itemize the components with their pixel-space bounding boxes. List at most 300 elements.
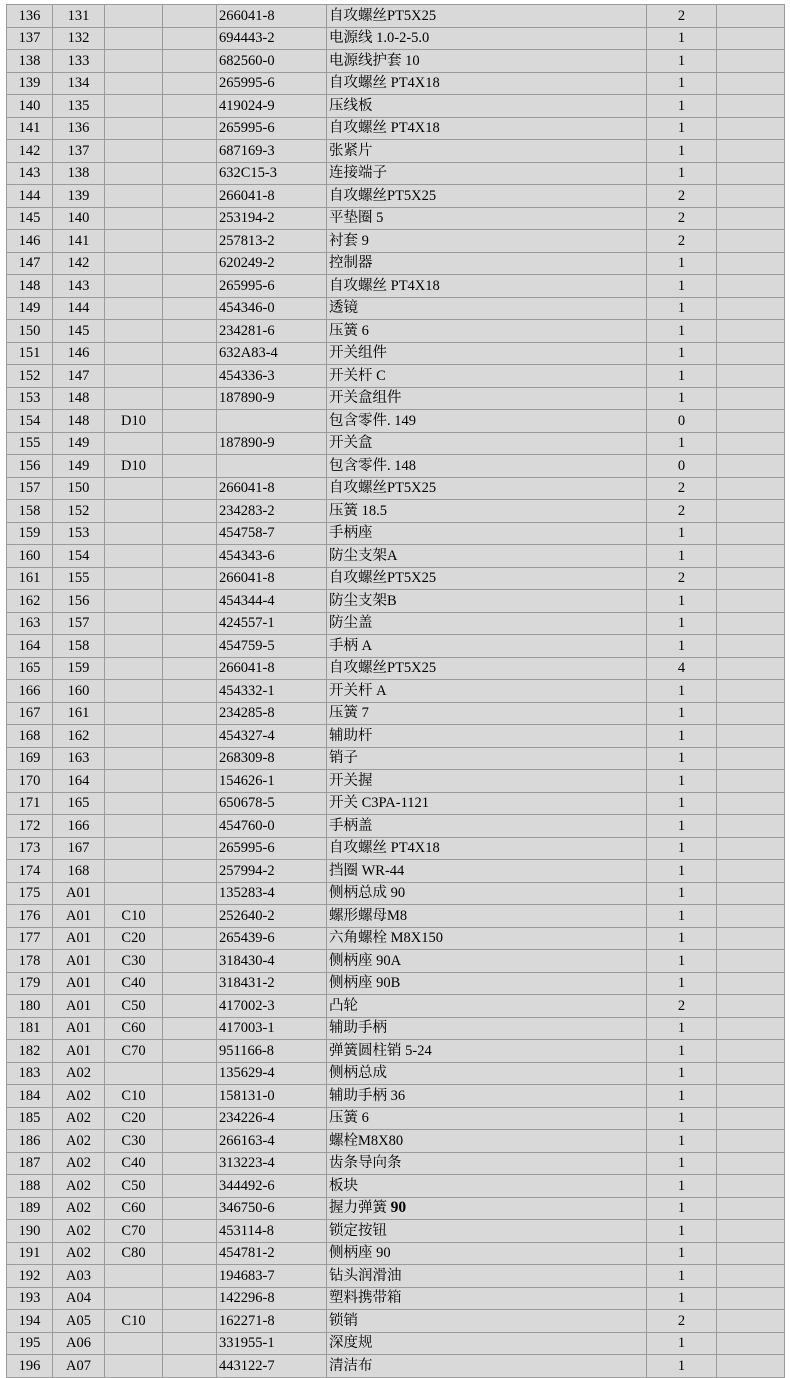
row-ref-cell: A01 [53,1017,105,1040]
row-partnumber-cell: 234281-6 [217,320,327,343]
row-partnumber-cell: 454336-3 [217,365,327,388]
row-tail-cell [717,950,785,973]
row-quantity-cell: 1 [647,365,717,388]
row-ref-cell: A01 [53,950,105,973]
row-spacer-cell [163,27,217,50]
table-row [7,1220,785,1243]
row-quantity-cell: 1 [647,747,717,770]
row-index-cell: 171 [7,792,53,815]
row-tail-cell [717,252,785,275]
row-code-cell [105,657,163,680]
row-spacer-cell [163,657,217,680]
row-ref-cell: A04 [53,1287,105,1310]
row-ref-cell: 149 [53,455,105,478]
table-row [7,410,785,433]
row-tail-cell [717,207,785,230]
row-ref-cell: A01 [53,882,105,905]
table-row [7,1265,785,1288]
row-partnumber-cell: 234283-2 [217,500,327,523]
row-spacer-cell [163,320,217,343]
row-quantity-cell: 1 [647,72,717,95]
row-spacer-cell [163,1287,217,1310]
row-partnumber-cell: 257994-2 [217,860,327,883]
row-ref-cell: 148 [53,387,105,410]
row-tail-cell [717,680,785,703]
table-row [7,1332,785,1355]
row-code-cell [105,365,163,388]
row-code-cell [105,320,163,343]
row-quantity-cell: 2 [647,185,717,208]
row-tail-cell [717,545,785,568]
row-partnumber-cell: 443122-7 [217,1355,327,1378]
row-description-cell: 平垫圈 5 [327,207,647,230]
row-tail-cell [717,1085,785,1108]
row-tail-cell [717,230,785,253]
row-code-cell: C50 [105,1175,163,1198]
row-partnumber-cell: 187890-9 [217,432,327,455]
row-description-cell: 手柄座 [327,522,647,545]
row-spacer-cell [163,455,217,478]
table-row [7,1355,785,1378]
table-row [7,1175,785,1198]
row-spacer-cell [163,1197,217,1220]
row-code-cell [105,1062,163,1085]
row-code-cell [105,567,163,590]
row-partnumber-cell: 620249-2 [217,252,327,275]
row-quantity-cell: 2 [647,1310,717,1333]
row-index-cell: 191 [7,1242,53,1265]
row-quantity-cell: 1 [647,725,717,748]
row-tail-cell [717,567,785,590]
row-description-cell: 开关组件 [327,342,647,365]
row-description-cell: 螺栓M8X80 [327,1130,647,1153]
row-tail-cell [717,657,785,680]
row-spacer-cell [163,342,217,365]
row-description-cell: 自攻螺丝 PT4X18 [327,117,647,140]
row-quantity-cell: 1 [647,1130,717,1153]
row-spacer-cell [163,567,217,590]
row-index-cell: 185 [7,1107,53,1130]
row-description-cell: 衬套 9 [327,230,647,253]
row-tail-cell [717,1332,785,1355]
row-index-cell: 188 [7,1175,53,1198]
row-index-cell: 154 [7,410,53,433]
row-ref-cell: 152 [53,500,105,523]
row-quantity-cell: 1 [647,860,717,883]
table-row [7,365,785,388]
row-description-cell: 压簧 7 [327,702,647,725]
table-row [7,252,785,275]
row-partnumber-cell: 266041-8 [217,5,327,28]
row-partnumber-cell: 162271-8 [217,1310,327,1333]
row-partnumber-cell: 154626-1 [217,770,327,793]
row-ref-cell: 153 [53,522,105,545]
row-quantity-cell: 1 [647,95,717,118]
row-spacer-cell [163,1085,217,1108]
table-row [7,612,785,635]
row-code-cell [105,882,163,905]
row-spacer-cell [163,860,217,883]
row-description-cell: 深度规 [327,1332,647,1355]
row-quantity-cell: 2 [647,477,717,500]
row-ref-cell: A01 [53,972,105,995]
table-row [7,882,785,905]
row-ref-cell: A02 [53,1175,105,1198]
row-ref-cell: A02 [53,1130,105,1153]
table-row [7,860,785,883]
row-spacer-cell [163,117,217,140]
row-partnumber-cell: 951166-8 [217,1040,327,1063]
row-index-cell: 163 [7,612,53,635]
row-description-cell: 侧柄座 90B [327,972,647,995]
row-spacer-cell [163,545,217,568]
row-partnumber-cell: 265995-6 [217,117,327,140]
table-row [7,5,785,28]
row-description-cell: 压线板 [327,95,647,118]
row-ref-cell: 140 [53,207,105,230]
row-partnumber-cell: 257813-2 [217,230,327,253]
row-tail-cell [717,1242,785,1265]
table-row [7,545,785,568]
row-tail-cell [717,972,785,995]
row-description-cell: 压簧 18.5 [327,500,647,523]
table-row [7,635,785,658]
row-spacer-cell [163,747,217,770]
row-index-cell: 183 [7,1062,53,1085]
row-code-cell [105,1355,163,1378]
row-spacer-cell [163,1152,217,1175]
table-row [7,140,785,163]
row-spacer-cell [163,927,217,950]
row-index-cell: 195 [7,1332,53,1355]
row-index-cell: 161 [7,567,53,590]
row-index-cell: 175 [7,882,53,905]
row-tail-cell [717,702,785,725]
row-ref-cell: A01 [53,995,105,1018]
row-quantity-cell: 2 [647,995,717,1018]
row-quantity-cell: 1 [647,1197,717,1220]
row-tail-cell [717,1130,785,1153]
row-description-cell: 手柄 A [327,635,647,658]
row-code-cell: C60 [105,1017,163,1040]
row-description-cell: 电源线护套 10 [327,50,647,73]
parts-table-body [7,5,785,1378]
row-spacer-cell [163,432,217,455]
row-tail-cell [717,410,785,433]
table-row [7,837,785,860]
table-row [7,320,785,343]
row-ref-cell: A01 [53,1040,105,1063]
row-quantity-cell: 1 [647,882,717,905]
row-index-cell: 173 [7,837,53,860]
row-index-cell: 186 [7,1130,53,1153]
row-tail-cell [717,612,785,635]
row-ref-cell: 158 [53,635,105,658]
row-index-cell: 181 [7,1017,53,1040]
row-code-cell [105,1332,163,1355]
table-row [7,1085,785,1108]
row-tail-cell [717,455,785,478]
row-spacer-cell [163,72,217,95]
row-partnumber-cell: 158131-0 [217,1085,327,1108]
row-tail-cell [717,27,785,50]
row-code-cell [105,815,163,838]
row-quantity-cell: 1 [647,117,717,140]
row-index-cell: 158 [7,500,53,523]
row-partnumber-cell: 268309-8 [217,747,327,770]
row-tail-cell [717,1017,785,1040]
row-spacer-cell [163,905,217,928]
table-row [7,1310,785,1333]
row-spacer-cell [163,815,217,838]
row-partnumber-cell: 187890-9 [217,387,327,410]
table-row [7,950,785,973]
row-spacer-cell [163,522,217,545]
row-ref-cell: 146 [53,342,105,365]
row-index-cell: 174 [7,860,53,883]
row-ref-cell: 154 [53,545,105,568]
row-spacer-cell [163,477,217,500]
row-partnumber-cell: 454759-5 [217,635,327,658]
row-ref-cell: 139 [53,185,105,208]
row-ref-cell: A03 [53,1265,105,1288]
table-row [7,432,785,455]
row-code-cell [105,162,163,185]
row-partnumber-cell: 135283-4 [217,882,327,905]
row-code-cell [105,50,163,73]
table-row [7,770,785,793]
row-spacer-cell [163,410,217,433]
table-row [7,927,785,950]
row-partnumber-cell: 266041-8 [217,657,327,680]
row-quantity-cell: 2 [647,500,717,523]
row-index-cell: 187 [7,1152,53,1175]
table-row [7,590,785,613]
row-description-cell: 开关盒 [327,432,647,455]
row-quantity-cell: 2 [647,207,717,230]
row-partnumber-cell: 424557-1 [217,612,327,635]
row-index-cell: 166 [7,680,53,703]
table-row [7,680,785,703]
row-partnumber-cell: 265439-6 [217,927,327,950]
row-quantity-cell: 1 [647,297,717,320]
row-spacer-cell [163,140,217,163]
row-quantity-cell: 1 [647,140,717,163]
row-spacer-cell [163,837,217,860]
row-spacer-cell [163,5,217,28]
row-partnumber-cell: 266041-8 [217,185,327,208]
row-code-cell [105,1287,163,1310]
row-tail-cell [717,297,785,320]
row-partnumber-cell: 632C15-3 [217,162,327,185]
row-ref-cell: 149 [53,432,105,455]
table-row [7,185,785,208]
row-code-cell [105,612,163,635]
row-index-cell: 164 [7,635,53,658]
row-spacer-cell [163,95,217,118]
row-code-cell: D10 [105,455,163,478]
row-code-cell [105,545,163,568]
row-quantity-cell: 1 [647,1085,717,1108]
row-description-cell: 侧柄总成 90 [327,882,647,905]
row-ref-cell: A02 [53,1107,105,1130]
row-code-cell [105,432,163,455]
row-quantity-cell: 1 [647,1040,717,1063]
row-quantity-cell: 1 [647,680,717,703]
row-description-cell: 辅助手柄 [327,1017,647,1040]
row-description-cell: 齿条导向条 [327,1152,647,1175]
row-spacer-cell [163,635,217,658]
row-tail-cell [717,1355,785,1378]
table-row [7,1130,785,1153]
row-tail-cell [717,72,785,95]
row-spacer-cell [163,770,217,793]
row-index-cell: 180 [7,995,53,1018]
row-index-cell: 145 [7,207,53,230]
table-row [7,1152,785,1175]
row-description-cell: 电源线 1.0-2-5.0 [327,27,647,50]
row-quantity-cell: 1 [647,522,717,545]
table-row [7,477,785,500]
row-tail-cell [717,185,785,208]
row-description-cell: 自攻螺丝PT5X25 [327,185,647,208]
row-code-cell: C70 [105,1040,163,1063]
row-spacer-cell [163,500,217,523]
table-row [7,1040,785,1063]
row-tail-cell [717,1197,785,1220]
row-tail-cell [717,387,785,410]
table-row [7,1197,785,1220]
row-quantity-cell: 1 [647,1017,717,1040]
row-partnumber-cell: 419024-9 [217,95,327,118]
row-partnumber-cell: 650678-5 [217,792,327,815]
table-row [7,297,785,320]
row-tail-cell [717,815,785,838]
row-ref-cell: 150 [53,477,105,500]
row-tail-cell [717,500,785,523]
row-description-cell: 板块 [327,1175,647,1198]
row-tail-cell [717,635,785,658]
row-description-cell: 弹簧圆柱销 5-24 [327,1040,647,1063]
row-ref-cell: A02 [53,1197,105,1220]
row-description-cell: 包含零件. 148 [327,455,647,478]
row-quantity-cell: 1 [647,275,717,298]
row-partnumber-cell: 266041-8 [217,567,327,590]
row-ref-cell: A05 [53,1310,105,1333]
table-row [7,792,785,815]
row-tail-cell [717,1107,785,1130]
row-spacer-cell [163,275,217,298]
row-code-cell [105,680,163,703]
row-code-cell: C60 [105,1197,163,1220]
row-tail-cell [717,1220,785,1243]
row-quantity-cell: 1 [647,1062,717,1085]
row-ref-cell: 159 [53,657,105,680]
row-tail-cell [717,927,785,950]
row-code-cell [105,477,163,500]
row-description-cell: 自攻螺丝PT5X25 [327,567,647,590]
row-description-cell: 握力弹簧 90 [327,1197,647,1220]
row-code-cell: C20 [105,927,163,950]
row-index-cell: 162 [7,590,53,613]
row-spacer-cell [163,1355,217,1378]
row-quantity-cell: 1 [647,590,717,613]
table-row [7,657,785,680]
row-code-cell [105,252,163,275]
row-partnumber-cell: 687169-3 [217,140,327,163]
row-code-cell: C10 [105,905,163,928]
row-quantity-cell: 4 [647,657,717,680]
table-row [7,162,785,185]
row-quantity-cell: 1 [647,905,717,928]
table-row [7,747,785,770]
row-index-cell: 140 [7,95,53,118]
row-description-cell: 连接端子 [327,162,647,185]
table-row [7,995,785,1018]
table-row [7,500,785,523]
row-spacer-cell [163,702,217,725]
row-tail-cell [717,1062,785,1085]
row-quantity-cell: 1 [647,1332,717,1355]
table-row [7,95,785,118]
row-partnumber-cell: 454344-4 [217,590,327,613]
row-tail-cell [717,117,785,140]
table-row [7,702,785,725]
row-code-cell [105,702,163,725]
table-row [7,567,785,590]
row-description-cell: 辅助手柄 36 [327,1085,647,1108]
table-row [7,387,785,410]
row-index-cell: 182 [7,1040,53,1063]
row-spacer-cell [163,1242,217,1265]
row-code-cell: C30 [105,950,163,973]
row-description-cell: 开关盒组件 [327,387,647,410]
row-description-cell: 自攻螺丝PT5X25 [327,657,647,680]
row-tail-cell [717,770,785,793]
row-code-cell [105,297,163,320]
row-quantity-cell: 1 [647,1152,717,1175]
row-description-cell: 自攻螺丝 PT4X18 [327,837,647,860]
row-partnumber-cell: 253194-2 [217,207,327,230]
row-tail-cell [717,522,785,545]
table-row [7,27,785,50]
row-code-cell: C70 [105,1220,163,1243]
row-spacer-cell [163,365,217,388]
row-code-cell [105,342,163,365]
row-index-cell: 143 [7,162,53,185]
row-quantity-cell: 1 [647,1355,717,1378]
row-index-cell: 189 [7,1197,53,1220]
row-spacer-cell [163,882,217,905]
row-ref-cell: 162 [53,725,105,748]
row-quantity-cell: 1 [647,1107,717,1130]
row-ref-cell: 164 [53,770,105,793]
row-quantity-cell: 1 [647,1175,717,1198]
row-ref-cell: A02 [53,1085,105,1108]
row-description-cell: 清洁布 [327,1355,647,1378]
row-partnumber-cell: 265995-6 [217,837,327,860]
row-code-cell [105,185,163,208]
row-code-cell: C80 [105,1242,163,1265]
row-index-cell: 193 [7,1287,53,1310]
row-tail-cell [717,95,785,118]
row-spacer-cell [163,590,217,613]
row-description-cell: 挡圈 WR-44 [327,860,647,883]
row-code-cell [105,725,163,748]
row-quantity-cell: 1 [647,432,717,455]
row-quantity-cell: 1 [647,387,717,410]
table-row [7,342,785,365]
